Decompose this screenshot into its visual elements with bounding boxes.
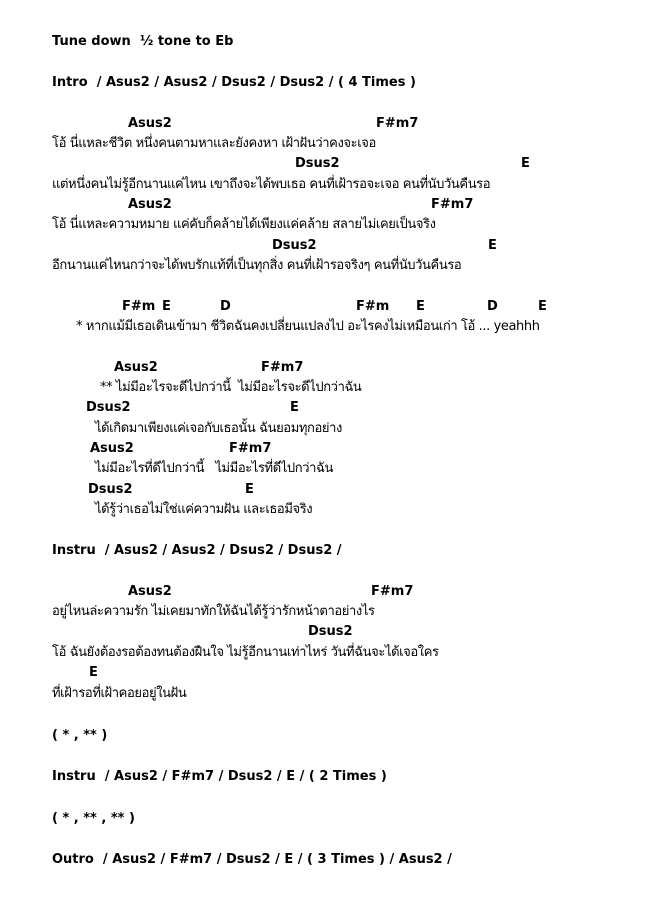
chord: E bbox=[245, 482, 254, 497]
repeat-marker: ( * , ** ) bbox=[52, 728, 108, 743]
chord: E bbox=[162, 299, 171, 314]
chord: Asus2 bbox=[114, 360, 158, 375]
chord: Asus2 bbox=[128, 116, 172, 131]
instrumental-line: Instru / Asus2 / F#m7 / Dsus2 / E / ( 2 Times ) bbox=[52, 769, 387, 784]
chord: D bbox=[220, 299, 231, 314]
lyric-line: * หากแม้มีเธอเดินเข้ามา ชีวิตฉันคงเปลี่ยนแปลงไป อะไรคงไม่เหมือนเก่า โอ้ ... yeahhh bbox=[76, 319, 540, 334]
repeat-marker: ( * , ** , ** ) bbox=[52, 811, 135, 826]
chord: Dsus2 bbox=[295, 156, 340, 171]
instrumental-line: Instru / Asus2 / Asus2 / Dsus2 / Dsus2 / bbox=[52, 543, 342, 558]
chord: E bbox=[89, 665, 98, 680]
outro-line: Outro / Asus2 / F#m7 / Dsus2 / E / ( 3 Times ) / Asus2 / bbox=[52, 852, 452, 867]
lyric-line: โอ้ ฉันยังต้องรอต้องทนต้องฝืนใจ ไม่รู้อีกนานเท่าไหร่ วันที่ฉันจะได้เจอใคร bbox=[52, 645, 439, 660]
lyric-line: อีกนานแค่ไหนกว่าจะได้พบรักแท้ที่เป็นทุกสิ่ง คนที่เฝ้ารอจริงๆ คนที่นับวันคืนรอ bbox=[52, 258, 462, 273]
lyric-line: อยู่ไหนล่ะความรัก ไม่เคยมาทักให้ฉันได้รู้ว่ารักหน้าตาอย่างไร bbox=[52, 604, 375, 619]
chord: E bbox=[521, 156, 530, 171]
lyric-line: โอ้ นี่แหละความหมาย แค่คับก็คล้ายได้เพียงแค่คล้าย สลายไม่เคยเป็นจริง bbox=[52, 217, 436, 232]
lyric-line: โอ้ นี่แหละชีวิต หนึ่งคนตามหาและยังคงหา เฝ้าฝันว่าคงจะเจอ bbox=[52, 136, 376, 151]
chord: F#m7 bbox=[261, 360, 304, 375]
chord: F#m7 bbox=[229, 441, 272, 456]
lyric-line: ได้รู้ว่าเธอไม่ใช่แค่ความฝัน และเธอมีจริง bbox=[95, 502, 313, 517]
chord: Dsus2 bbox=[272, 238, 317, 253]
chord: F#m7 bbox=[371, 584, 414, 599]
chord: Dsus2 bbox=[86, 400, 131, 415]
chord: Dsus2 bbox=[308, 624, 353, 639]
lyric-line: ได้เกิดมาเพียงแค่เจอกับเธอนั้น ฉันยอมทุกอย่าง bbox=[95, 421, 342, 436]
lyric-line: ** ไม่มีอะไรจะดีไปกว่านี้ ไม่มีอะไรจะดีไปกว่าฉัน bbox=[100, 380, 362, 395]
chord: E bbox=[416, 299, 425, 314]
chord: D bbox=[487, 299, 498, 314]
chord: E bbox=[290, 400, 299, 415]
chord: Asus2 bbox=[90, 441, 134, 456]
chord: F#m bbox=[122, 299, 156, 314]
lyric-line: แต่หนึ่งคนไม่รู้อีกนานแค่ไหน เขาถึงจะได้พบเธอ คนที่เฝ้ารอจะเจอ คนที่นับวันคืนรอ bbox=[52, 177, 491, 192]
intro-line: Intro / Asus2 / Asus2 / Dsus2 / Dsus2 / ( 4 Times ) bbox=[52, 75, 416, 90]
chord: E bbox=[538, 299, 547, 314]
chord: F#m bbox=[356, 299, 390, 314]
chord: Asus2 bbox=[128, 197, 172, 212]
chord: F#m7 bbox=[431, 197, 474, 212]
tuning-note: Tune down ½ tone to Eb bbox=[52, 34, 234, 49]
lyric-line: ที่เฝ้ารอที่เฝ้าคอยอยู่ในฝัน bbox=[52, 686, 187, 701]
lyric-line: ไม่มีอะไรที่ดีไปกว่านี้ ไม่มีอะไรที่ดีไปกว่าฉัน bbox=[95, 461, 333, 476]
chord: E bbox=[488, 238, 497, 253]
chord: Dsus2 bbox=[88, 482, 133, 497]
chord: F#m7 bbox=[376, 116, 419, 131]
chord: Asus2 bbox=[128, 584, 172, 599]
